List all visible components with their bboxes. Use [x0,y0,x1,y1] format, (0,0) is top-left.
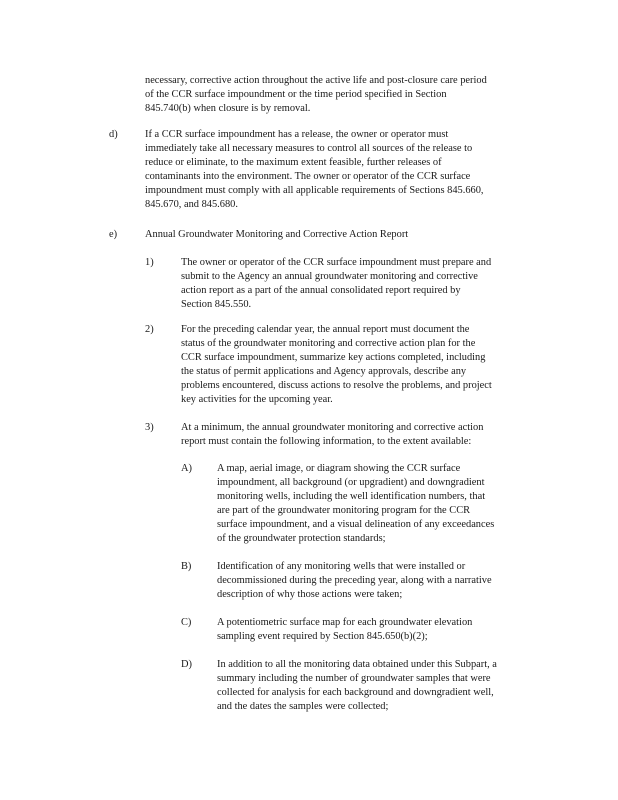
text-line: report must contain the following information, to the extent available: [181,436,472,447]
text-line: and the dates the samples were collected; [217,701,389,712]
text-line: 845.670, and 845.680. [145,199,238,210]
text-line: decommissioned during the preceding year, along with a narrative [217,575,492,586]
text-line: status of the groundwater monitoring and corrective action plan for the [181,338,476,349]
text-line: are part of the groundwater monitoring program for the CCR [217,505,471,516]
text-line: A potentiometric surface map for each groundwater elevation [217,617,473,628]
text-line: action report as a part of the annual consolidated report required by [181,285,461,296]
subitem-a-label: A) [181,463,192,474]
subitem-b-label: B) [181,561,192,572]
text-line: surface impoundment, and a visual delineation of any exceedances [217,519,495,530]
text-line: summary including the number of groundwater samples that were [217,673,491,684]
text-line: CCR surface impoundment, summarize key actions completed, including [181,352,486,363]
text-line: monitoring wells, including the well identification numbers, that [217,491,486,502]
text-line: Section 845.550. [181,299,252,310]
section-d-label: d) [109,129,118,140]
text-line: of the CCR surface impoundment or the time period specified in Section [145,89,447,100]
text-line: collected for analysis for each background and downgradient well, [217,687,494,698]
subitem-b-paragraph [217,560,528,602]
item-1-label: 1) [145,257,154,268]
text-line: submit to the Agency an annual groundwater monitoring and corrective [181,271,478,282]
text-line: the status of permit applications and Agency approvals, describe any [181,366,467,377]
subitem-c-paragraph [217,616,528,644]
text-line: reduce or eliminate, to the maximum extent feasible, further releases of [145,157,442,168]
subitem-d-label: D) [181,659,192,670]
item-2-label: 2) [145,324,154,335]
text-line: immediately take all necessary measures to control all sources of the release to [145,143,473,154]
continuation-paragraph [145,74,538,116]
text-line: At a minimum, the annual groundwater monitoring and corrective action [181,422,484,433]
text-line: key activities for the upcoming year. [181,394,333,405]
text-line: If a CCR surface impoundment has a release, the owner or operator must [145,129,449,140]
text-line: necessary, corrective action throughout the active life and post-closure care period [145,75,487,86]
text-line: of the groundwater protection standards; [217,533,386,544]
text-line: A map, aerial image, or diagram showing the CCR surface [217,463,461,474]
text-line: problems encountered, discuss actions to resolve the problems, and project [181,380,492,391]
text-line: For the preceding calendar year, the annual report must document the [181,324,470,335]
section-e-label: e) [109,229,118,240]
text-line: sampling event required by Section 845.650(b)(2); [217,631,428,642]
item-3-paragraph [181,421,528,449]
text-line: The owner or operator of the CCR surface impoundment must prepare and [181,257,492,268]
text-line: Identification of any monitoring wells that were installed or [217,561,466,572]
subitem-d-paragraph [217,658,538,714]
subitem-a-paragraph [217,462,528,546]
text-line: In addition to all the monitoring data obtained under this Subpart, a [217,659,497,670]
subitem-c-label: C) [181,617,192,628]
text-line: 845.740(b) when closure is by removal. [145,103,311,114]
section-e-heading: Annual Groundwater Monitoring and Corrective Action Report [145,229,409,240]
item-1-paragraph [181,256,538,312]
text-line: impoundment must comply with all applicable requirements of Sections 845.660, [145,185,484,196]
text-line: description of why those actions were taken; [217,589,403,600]
item-3-label: 3) [145,422,154,433]
text-line: impoundment, all background (or upgradient) and downgradient [217,477,485,488]
item-2-paragraph [181,323,538,407]
section-d-paragraph [145,128,528,212]
text-line: contaminants into the environment. The owner or operator of the CCR surface [145,171,471,182]
